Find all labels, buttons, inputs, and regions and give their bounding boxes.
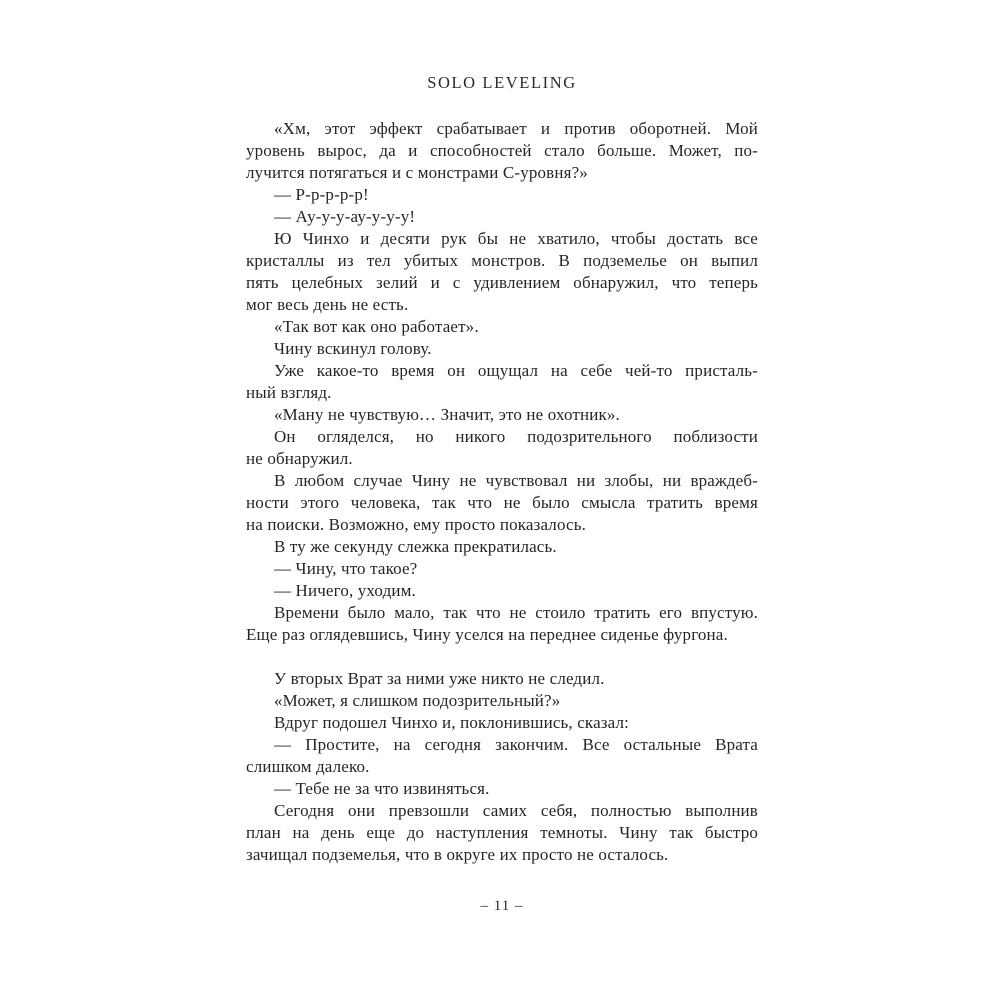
text-line: зачищал подземелья, что в округе их просто не осталось. bbox=[246, 845, 669, 864]
paragraph bbox=[246, 536, 758, 558]
text-line: — Ау-у-у-ау-у-у-у! bbox=[274, 207, 416, 226]
text-line: Сегодня они превзошли самих себя, полностью выполнив bbox=[274, 801, 758, 820]
text-line: на поиски. Возможно, ему просто показалось. bbox=[246, 515, 587, 534]
text-line: план на день еще до наступления темноты. Чину так быстро bbox=[246, 823, 758, 842]
text-line: В любом случае Чину не чувствовал ни злобы, ни враждеб- bbox=[274, 471, 758, 490]
text-line: уровень вырос, да и способностей стало больше. Может, по- bbox=[246, 141, 758, 160]
text-line: В ту же секунду слежка прекратилась. bbox=[274, 537, 557, 556]
text-line: кристаллы из тел убитых монстров. В подземелье он выпил bbox=[246, 251, 758, 270]
paragraph bbox=[246, 426, 758, 470]
paragraph bbox=[246, 338, 758, 360]
text-line: — Тебе не за что извиняться. bbox=[274, 779, 490, 798]
paragraph bbox=[246, 800, 758, 866]
paragraph bbox=[246, 228, 758, 316]
text-line: ности этого человека, так что не было смысла тратить время bbox=[246, 493, 758, 512]
text-line: Уже какое-то время он ощущал на себе чей-то присталь- bbox=[274, 361, 758, 380]
text-line: слишком далеко. bbox=[246, 757, 370, 776]
paragraph bbox=[246, 712, 758, 734]
paragraph bbox=[246, 580, 758, 602]
text-line: — Простите, на сегодня закончим. Все остальные Врата bbox=[274, 735, 758, 754]
paragraph bbox=[246, 118, 758, 184]
text-line: Ю Чинхо и десяти рук бы не хватило, чтобы достать все bbox=[274, 229, 758, 248]
paragraph bbox=[246, 778, 758, 800]
paragraph bbox=[246, 404, 758, 426]
text-line: Вдруг подошел Чинхо и, поклонившись, сказал: bbox=[274, 713, 629, 732]
text-line: не обнаружил. bbox=[246, 449, 353, 468]
text-line: ный взгляд. bbox=[246, 383, 332, 402]
text-line: Времени было мало, так что не стоило тратить его впустую. bbox=[274, 603, 758, 622]
section-break bbox=[246, 646, 758, 668]
text-line: — Ничего, уходим. bbox=[274, 581, 416, 600]
text-line: Еще раз оглядевшись, Чину уселся на переднее сиденье фургона. bbox=[246, 625, 728, 644]
paragraph bbox=[246, 184, 758, 206]
paragraph bbox=[246, 602, 758, 646]
text-line: Чину вскинул голову. bbox=[274, 339, 432, 358]
paragraph bbox=[246, 668, 758, 690]
text-line: мог весь день не есть. bbox=[246, 295, 409, 314]
paragraph bbox=[246, 316, 758, 338]
page-number: – 11 – bbox=[480, 898, 524, 914]
text-line: лучится потягаться и с монстрами С-уровня?» bbox=[246, 163, 588, 182]
paragraph bbox=[246, 558, 758, 580]
text-line: «Так вот как оно работает». bbox=[274, 317, 479, 336]
paragraph bbox=[246, 360, 758, 404]
text-line: — Р-р-р-р-р! bbox=[274, 185, 369, 204]
text-line: пять целебных зелий и с удивлением обнаружил, что теперь bbox=[246, 273, 758, 292]
running-header: SOLO LEVELING bbox=[427, 73, 577, 92]
text-line: «Хм, этот эффект срабатывает и против оборотней. Мой bbox=[274, 119, 758, 138]
paragraph bbox=[246, 470, 758, 536]
paragraph bbox=[246, 734, 758, 778]
text-line: «Может, я слишком подозрительный?» bbox=[274, 691, 561, 710]
text-line: — Чину, что такое? bbox=[274, 559, 418, 578]
body-text bbox=[246, 118, 758, 866]
text-line: У вторых Врат за ними уже никто не следил. bbox=[274, 669, 605, 688]
paragraph bbox=[246, 690, 758, 712]
text-line: «Ману не чувствую… Значит, это не охотник». bbox=[274, 405, 620, 424]
text-line: Он огляделся, но никого подозрительного поблизости bbox=[274, 427, 758, 446]
paragraph bbox=[246, 206, 758, 228]
